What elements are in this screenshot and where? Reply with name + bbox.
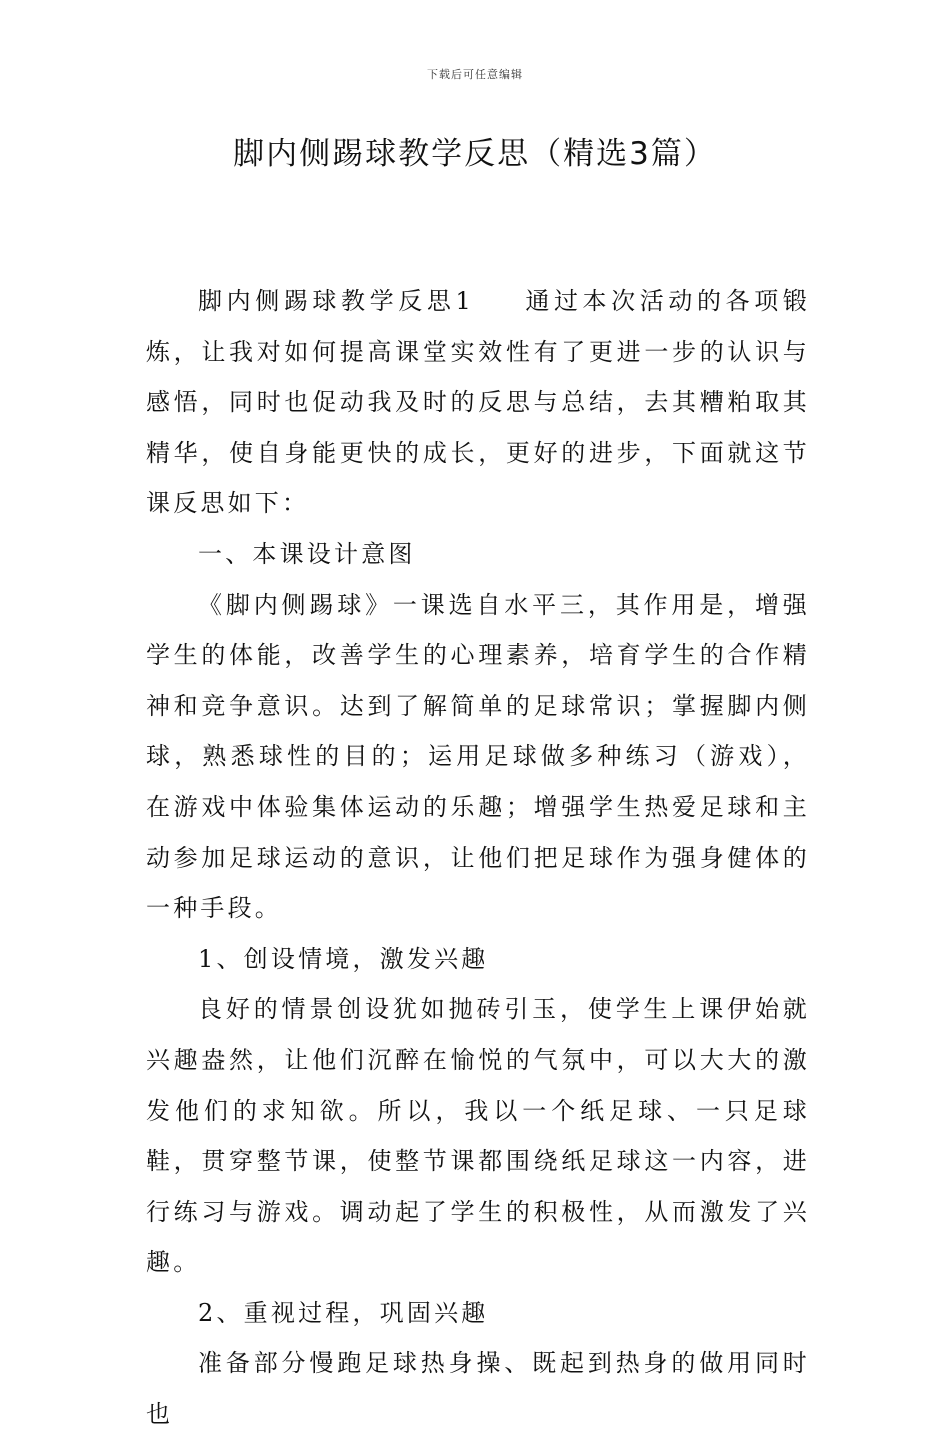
page-header-note: 下载后可任意编辑 [427,68,523,81]
design-intent-paragraph: 《脚内侧踢球》一课选自水平三，其作用是，增强学生的体能，改善学生的心理素养，培育学生的合作精神和竞争意识。达到了解简单的足球常识；掌握脚内侧球，熟悉球性的目的；运用足球做多种练习（游戏），在游戏中体验集体运动的乐趣；增强学生热爱足球和主动参加足球运动的意识，让他们把足球作为强身健体的一种手段。 [146,590,810,923]
subheading-create-situation: 1、创设情境，激发兴趣 [198,944,489,973]
document-title: 脚内侧踢球教学反思（精选3篇） [233,136,717,172]
intro-paragraph [146,276,810,529]
design-intent-heading: 一、本课设计意图 [198,539,416,568]
subheading-process: 2、重视过程，巩固兴趣 [198,1298,489,1327]
create-situation-paragraph: 良好的情景创设犹如抛砖引玉，使学生上课伊始就兴趣盎然，让他们沉醉在愉悦的气氛中，可以大大的激发他们的求知欲。所以，我以一个纸足球、一只足球鞋，贯穿整节课，使整节课都围绕纸足球这一内容，进行练习与游戏。调动起了学生的积极性，从而激发了兴趣。 [146,995,810,1277]
section-heading: 脚内侧踢球教学反思1 [198,287,474,315]
document-body [146,276,810,1440]
process-paragraph: 准备部分慢跑足球热身操、既起到热身的做用同时也 [146,1349,810,1429]
intro-text: 通过本次活动的各项锻炼，让我对如何提高课堂实效性有了更进一步的认识与感悟，同时也促动我及时的反思与总结，去其糟粕取其精华，使自身能更快的成长，更好的进步，下面就这节课反思如下： [146,287,810,518]
